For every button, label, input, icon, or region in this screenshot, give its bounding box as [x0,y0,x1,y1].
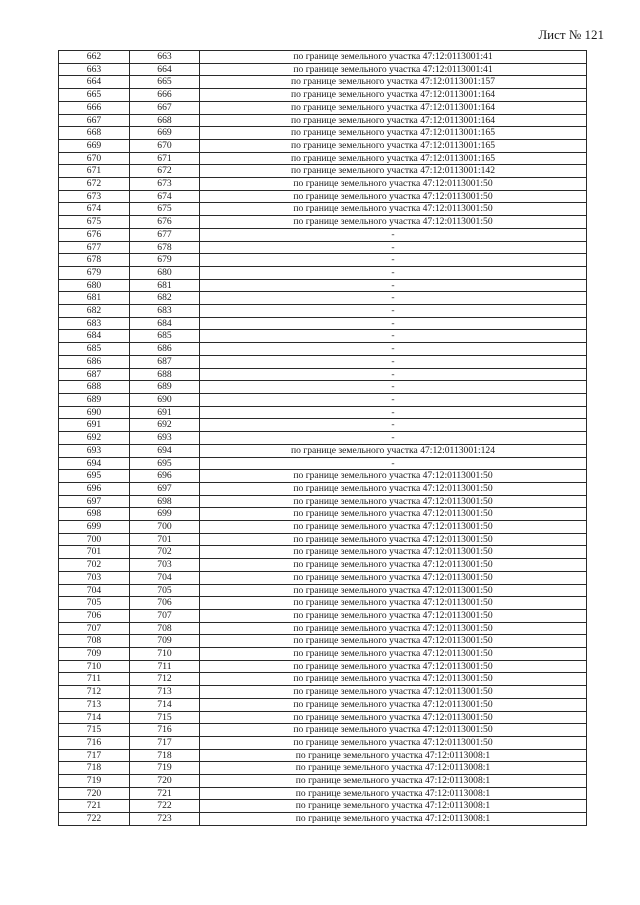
description-cell: - [200,406,587,419]
from-point-cell: 664 [59,76,130,89]
to-point-cell: 679 [130,254,200,267]
to-point-cell: 722 [130,800,200,813]
description-cell: - [200,317,587,330]
table-row [59,559,587,572]
table-row [59,266,587,279]
table-row [59,584,587,597]
to-point-cell: 707 [130,609,200,622]
description-cell: - [200,355,587,368]
boundary-table [58,50,587,826]
from-point-cell: 717 [59,749,130,762]
description-cell: - [200,419,587,432]
table-row [59,660,587,673]
table-row [59,508,587,521]
from-point-cell: 692 [59,432,130,445]
to-point-cell: 667 [130,101,200,114]
description-cell: - [200,330,587,343]
from-point-cell: 675 [59,216,130,229]
to-point-cell: 696 [130,470,200,483]
table-row [59,444,587,457]
table-row [59,597,587,610]
table-row [59,419,587,432]
description-cell: - [200,432,587,445]
table-row [59,622,587,635]
description-cell: по границе земельного участка 47:12:0113001:164 [200,114,587,127]
from-point-cell: 695 [59,470,130,483]
from-point-cell: 684 [59,330,130,343]
description-cell: по границе земельного участка 47:12:0113001:50 [200,724,587,737]
description-cell: по границе земельного участка 47:12:0113001:50 [200,495,587,508]
from-point-cell: 718 [59,762,130,775]
description-cell: по границе земельного участка 47:12:0113001:50 [200,571,587,584]
description-cell: по границе земельного участка 47:12:0113008:1 [200,775,587,788]
description-cell: по границе земельного участка 47:12:0113001:50 [200,622,587,635]
to-point-cell: 682 [130,292,200,305]
to-point-cell: 714 [130,698,200,711]
from-point-cell: 708 [59,635,130,648]
table-row [59,101,587,114]
table-row [59,533,587,546]
to-point-cell: 719 [130,762,200,775]
to-point-cell: 671 [130,152,200,165]
table-row [59,279,587,292]
table-row [59,317,587,330]
to-point-cell: 691 [130,406,200,419]
table-row [59,800,587,813]
to-point-cell: 687 [130,355,200,368]
from-point-cell: 714 [59,711,130,724]
to-point-cell: 664 [130,63,200,76]
from-point-cell: 712 [59,686,130,699]
to-point-cell: 711 [130,660,200,673]
table-row [59,228,587,241]
from-point-cell: 705 [59,597,130,610]
from-point-cell: 687 [59,368,130,381]
to-point-cell: 666 [130,89,200,102]
to-point-cell: 683 [130,305,200,318]
to-point-cell: 716 [130,724,200,737]
from-point-cell: 711 [59,673,130,686]
to-point-cell: 697 [130,482,200,495]
to-point-cell: 663 [130,51,200,64]
description-cell: - [200,292,587,305]
description-cell: - [200,457,587,470]
from-point-cell: 691 [59,419,130,432]
from-point-cell: 677 [59,241,130,254]
from-point-cell: 665 [59,89,130,102]
from-point-cell: 676 [59,228,130,241]
table-row [59,546,587,559]
to-point-cell: 721 [130,787,200,800]
table-row [59,406,587,419]
to-point-cell: 702 [130,546,200,559]
from-point-cell: 707 [59,622,130,635]
table-row [59,495,587,508]
description-cell: по границе земельного участка 47:12:0113001:50 [200,711,587,724]
to-point-cell: 678 [130,241,200,254]
from-point-cell: 697 [59,495,130,508]
from-point-cell: 699 [59,521,130,534]
to-point-cell: 700 [130,521,200,534]
from-point-cell: 685 [59,343,130,356]
from-point-cell: 722 [59,813,130,826]
table-row [59,724,587,737]
from-point-cell: 673 [59,190,130,203]
to-point-cell: 703 [130,559,200,572]
from-point-cell: 678 [59,254,130,267]
table-row [59,482,587,495]
from-point-cell: 706 [59,609,130,622]
to-point-cell: 709 [130,635,200,648]
from-point-cell: 703 [59,571,130,584]
table-row [59,673,587,686]
table-row [59,648,587,661]
from-point-cell: 715 [59,724,130,737]
table-row [59,127,587,140]
table-row [59,216,587,229]
to-point-cell: 690 [130,393,200,406]
description-cell: по границе земельного участка 47:12:0113001:157 [200,76,587,89]
table-row [59,775,587,788]
table-row [59,635,587,648]
description-cell: по границе земельного участка 47:12:0113001:50 [200,190,587,203]
description-cell: по границе земельного участка 47:12:0113001:50 [200,635,587,648]
table-row [59,762,587,775]
table-row [59,89,587,102]
description-cell: по границе земельного участка 47:12:0113001:50 [200,660,587,673]
to-point-cell: 674 [130,190,200,203]
to-point-cell: 706 [130,597,200,610]
table-row [59,749,587,762]
table-row [59,203,587,216]
description-cell: по границе земельного участка 47:12:0113001:164 [200,101,587,114]
table-row [59,711,587,724]
to-point-cell: 677 [130,228,200,241]
to-point-cell: 686 [130,343,200,356]
to-point-cell: 673 [130,178,200,191]
from-point-cell: 700 [59,533,130,546]
description-cell: - [200,305,587,318]
description-cell: по границе земельного участка 47:12:0113008:1 [200,787,587,800]
to-point-cell: 718 [130,749,200,762]
table-row [59,292,587,305]
table-row [59,343,587,356]
table-row [59,254,587,267]
from-point-cell: 681 [59,292,130,305]
table-row [59,787,587,800]
from-point-cell: 721 [59,800,130,813]
to-point-cell: 717 [130,736,200,749]
description-cell: по границе земельного участка 47:12:0113001:165 [200,152,587,165]
description-cell: по границе земельного участка 47:12:0113008:1 [200,749,587,762]
description-cell: по границе земельного участка 47:12:0113001:50 [200,584,587,597]
from-point-cell: 690 [59,406,130,419]
to-point-cell: 705 [130,584,200,597]
from-point-cell: 696 [59,482,130,495]
to-point-cell: 689 [130,381,200,394]
from-point-cell: 667 [59,114,130,127]
table-row [59,178,587,191]
from-point-cell: 704 [59,584,130,597]
table-row [59,139,587,152]
to-point-cell: 708 [130,622,200,635]
table-row [59,241,587,254]
table-body [59,51,587,826]
to-point-cell: 692 [130,419,200,432]
table-row [59,393,587,406]
description-cell: по границе земельного участка 47:12:0113001:50 [200,470,587,483]
description-cell: - [200,266,587,279]
table-row [59,470,587,483]
description-cell: по границе земельного участка 47:12:0113001:41 [200,51,587,64]
table-row [59,355,587,368]
description-cell: по границе земельного участка 47:12:0113001:165 [200,127,587,140]
to-point-cell: 680 [130,266,200,279]
to-point-cell: 712 [130,673,200,686]
from-point-cell: 686 [59,355,130,368]
table-row [59,368,587,381]
description-cell: по границе земельного участка 47:12:0113008:1 [200,762,587,775]
description-cell: по границе земельного участка 47:12:0113001:50 [200,686,587,699]
to-point-cell: 694 [130,444,200,457]
description-cell: по границе земельного участка 47:12:0113001:50 [200,533,587,546]
to-point-cell: 699 [130,508,200,521]
description-cell: по границе земельного участка 47:12:0113001:50 [200,546,587,559]
from-point-cell: 689 [59,393,130,406]
to-point-cell: 684 [130,317,200,330]
from-point-cell: 663 [59,63,130,76]
description-cell: по границе земельного участка 47:12:0113001:142 [200,165,587,178]
to-point-cell: 672 [130,165,200,178]
to-point-cell: 723 [130,813,200,826]
to-point-cell: 685 [130,330,200,343]
to-point-cell: 710 [130,648,200,661]
description-cell: по границе земельного участка 47:12:0113001:50 [200,609,587,622]
description-cell: по границе земельного участка 47:12:0113001:50 [200,673,587,686]
table-row [59,76,587,89]
to-point-cell: 720 [130,775,200,788]
from-point-cell: 683 [59,317,130,330]
from-point-cell: 668 [59,127,130,140]
description-cell: - [200,241,587,254]
from-point-cell: 672 [59,178,130,191]
description-cell: - [200,279,587,292]
description-cell: по границе земельного участка 47:12:0113001:164 [200,89,587,102]
from-point-cell: 674 [59,203,130,216]
from-point-cell: 702 [59,559,130,572]
from-point-cell: 698 [59,508,130,521]
table-row [59,51,587,64]
table-row [59,381,587,394]
from-point-cell: 662 [59,51,130,64]
to-point-cell: 693 [130,432,200,445]
to-point-cell: 665 [130,76,200,89]
table-row [59,330,587,343]
table-row [59,686,587,699]
table-row [59,521,587,534]
description-cell: по границе земельного участка 47:12:0113001:41 [200,63,587,76]
table-row [59,432,587,445]
sheet-number: Лист № 121 [538,27,604,42]
table-row [59,571,587,584]
table-row [59,698,587,711]
from-point-cell: 693 [59,444,130,457]
description-cell: по границе земельного участка 47:12:0113001:50 [200,203,587,216]
table-row [59,457,587,470]
table-row [59,114,587,127]
from-point-cell: 694 [59,457,130,470]
from-point-cell: 688 [59,381,130,394]
table-row [59,813,587,826]
to-point-cell: 695 [130,457,200,470]
description-cell: по границе земельного участка 47:12:0113001:124 [200,444,587,457]
description-cell: по границе земельного участка 47:12:0113001:50 [200,648,587,661]
from-point-cell: 709 [59,648,130,661]
from-point-cell: 716 [59,736,130,749]
table-row [59,152,587,165]
description-cell: - [200,393,587,406]
description-cell: по границе земельного участка 47:12:0113008:1 [200,800,587,813]
description-cell: - [200,254,587,267]
from-point-cell: 682 [59,305,130,318]
description-cell: по границе земельного участка 47:12:0113001:50 [200,482,587,495]
from-point-cell: 669 [59,139,130,152]
to-point-cell: 668 [130,114,200,127]
table-row [59,165,587,178]
from-point-cell: 719 [59,775,130,788]
to-point-cell: 713 [130,686,200,699]
to-point-cell: 676 [130,216,200,229]
from-point-cell: 680 [59,279,130,292]
from-point-cell: 701 [59,546,130,559]
table-row [59,736,587,749]
from-point-cell: 720 [59,787,130,800]
from-point-cell: 679 [59,266,130,279]
description-cell: по границе земельного участка 47:12:0113008:1 [200,813,587,826]
description-cell: по границе земельного участка 47:12:0113001:50 [200,559,587,572]
description-cell: по границе земельного участка 47:12:0113001:50 [200,216,587,229]
description-cell: по границе земельного участка 47:12:0113001:50 [200,597,587,610]
to-point-cell: 704 [130,571,200,584]
table-row [59,609,587,622]
to-point-cell: 669 [130,127,200,140]
to-point-cell: 670 [130,139,200,152]
description-cell: по границе земельного участка 47:12:0113001:50 [200,521,587,534]
to-point-cell: 698 [130,495,200,508]
table-row [59,63,587,76]
to-point-cell: 715 [130,711,200,724]
to-point-cell: 701 [130,533,200,546]
description-cell: - [200,228,587,241]
table-row [59,190,587,203]
from-point-cell: 666 [59,101,130,114]
description-cell: по границе земельного участка 47:12:0113001:50 [200,736,587,749]
description-cell: - [200,368,587,381]
description-cell: - [200,343,587,356]
from-point-cell: 670 [59,152,130,165]
from-point-cell: 671 [59,165,130,178]
description-cell: - [200,381,587,394]
from-point-cell: 710 [59,660,130,673]
description-cell: по границе земельного участка 47:12:0113001:50 [200,698,587,711]
to-point-cell: 675 [130,203,200,216]
description-cell: по границе земельного участка 47:12:0113001:50 [200,508,587,521]
table-row [59,305,587,318]
description-cell: по границе земельного участка 47:12:0113001:165 [200,139,587,152]
to-point-cell: 681 [130,279,200,292]
description-cell: по границе земельного участка 47:12:0113001:50 [200,178,587,191]
to-point-cell: 688 [130,368,200,381]
from-point-cell: 713 [59,698,130,711]
